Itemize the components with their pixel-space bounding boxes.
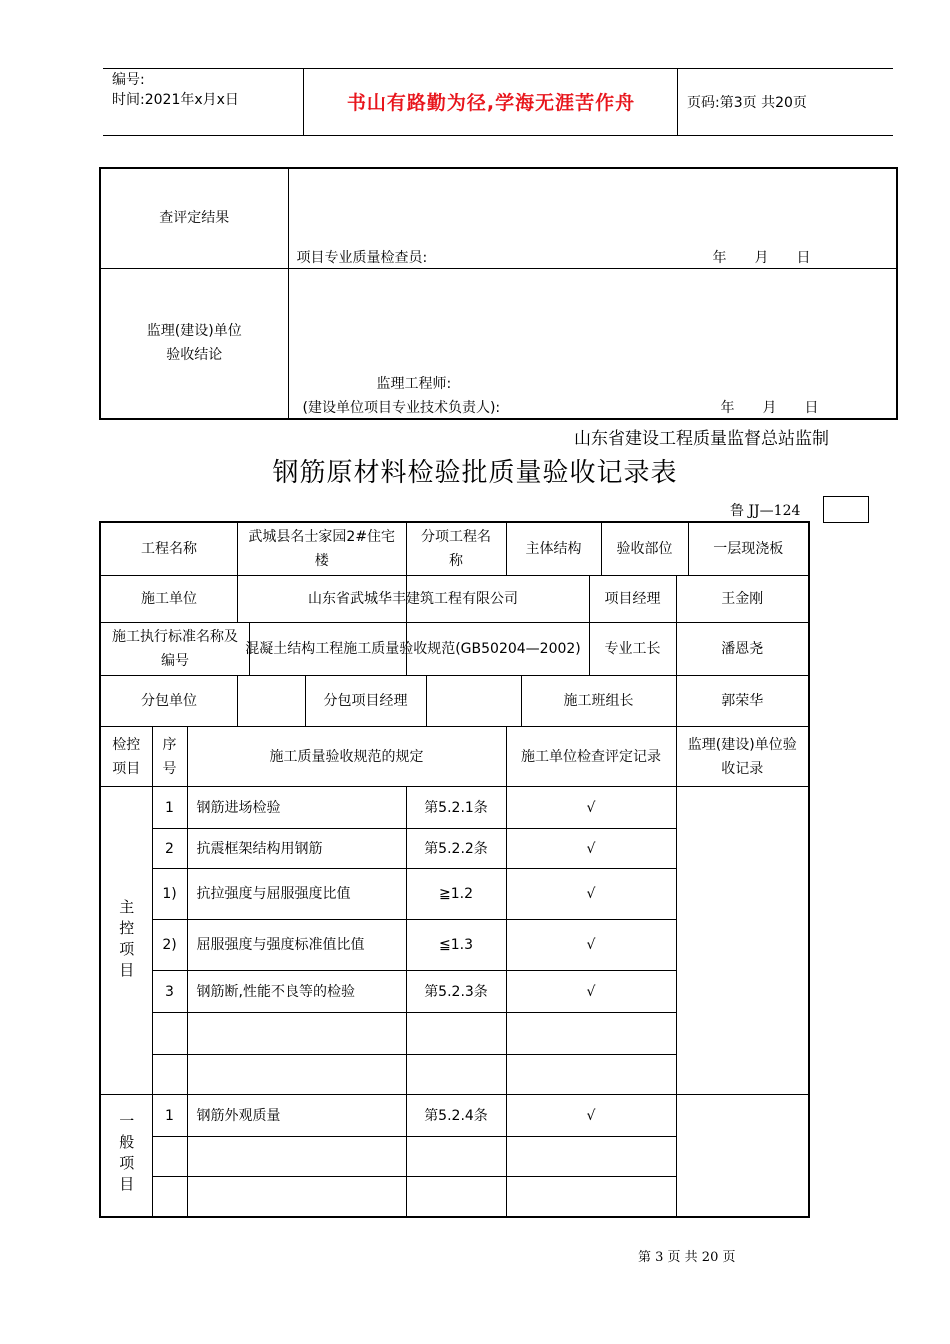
team-leader-label: 施工班组长 (563, 693, 634, 709)
seq-cell: 3 (152, 971, 187, 1013)
rule-desc-cell: 钢筋外观质量 (187, 1095, 406, 1137)
review-table (99, 167, 898, 420)
sub-project-value: 主体结构 (507, 523, 602, 575)
info-row-3 (100, 623, 809, 676)
contractor-check-cell: √ (506, 920, 676, 971)
page-title: 钢筋原材料检验批质量验收记录表 (272, 458, 678, 488)
rule-clause-cell (406, 1055, 506, 1095)
header-top-rule (103, 68, 893, 69)
rule-clause-cell: 第5.2.4条 (406, 1095, 506, 1137)
standard-label: 施工执行标准名称及编号 (101, 623, 250, 675)
col-rule: 施工质量验收规范的规定 (187, 727, 506, 787)
rule-clause-cell (406, 1137, 506, 1177)
footer-page: 第 3 页 共 20 页 (638, 1250, 736, 1265)
standard-value: 混凝土结构工程施工质量验收规范(GB50204—2002) (245, 641, 581, 657)
main-control-row (100, 787, 809, 829)
seq-cell (152, 1013, 187, 1055)
supervision-label-line1: 监理(建设)单位 (146, 323, 242, 340)
contractor-check-cell: √ (506, 869, 676, 920)
general-group-label: 一般项目 (100, 1095, 152, 1217)
foreman-label: 专业工长 (589, 623, 676, 675)
col-seq: 序号 (152, 727, 187, 787)
foreman-value: 潘恩尧 (676, 623, 809, 676)
contractor-value-cell (308, 576, 676, 623)
result-content (288, 168, 897, 268)
col-item-type: 检控项目 (100, 727, 152, 787)
general-supervisor-cell (676, 1095, 809, 1217)
seq-cell: 2) (152, 920, 187, 971)
col-contractor-record: 施工单位检查评定记录 (506, 727, 676, 787)
team-leader-value: 郭荣华 (676, 676, 809, 727)
form-number-box (823, 496, 869, 523)
main-control-group-label: 主控项目 (100, 787, 152, 1095)
contractor-check-cell: √ (506, 971, 676, 1013)
seq-cell: 1 (152, 787, 187, 829)
supervision-label-line2: 验收结论 (166, 347, 223, 364)
acceptance-part-value: 一层现浇板 (713, 541, 784, 557)
sub-project-cell (506, 522, 809, 576)
contractor-check-cell (506, 1137, 676, 1177)
project-name-label: 工程名称 (101, 523, 238, 575)
contractor-check-cell: √ (506, 829, 676, 869)
project-name-value: 武城县名士家园2#住宅楼 (248, 529, 396, 569)
sub-project-label: 分项工程名称 (406, 522, 506, 576)
rule-clause-cell (406, 1177, 506, 1217)
sub-pm-value (427, 676, 522, 726)
rule-clause-cell (406, 1013, 506, 1055)
rule-desc-cell (187, 1055, 406, 1095)
subcontractor-label: 分包单位 (101, 676, 238, 726)
page-info: 页码:第3页 共20页 (687, 95, 807, 111)
contractor-value: 山东省武城华丰建筑工程有限公司 (308, 591, 518, 607)
station-label: 山东省建设工程质量监督总站监制 (574, 429, 829, 449)
standard-value-cell (245, 623, 676, 676)
result-label: 查评定结果 (100, 168, 288, 268)
inspection-table (99, 521, 810, 1218)
sub-pm-label: 分包项目经理 (305, 676, 427, 726)
rule-clause-cell: 第5.2.3条 (406, 971, 506, 1013)
main-control-supervisor-cell (676, 787, 809, 1095)
rule-desc-cell: 抗拉强度与屈服强度比值 (187, 869, 406, 920)
contractor-check-cell (506, 1013, 676, 1055)
rule-desc-cell: 钢筋断,性能不良等的检验 (187, 971, 406, 1013)
owner-tech-label: (建设单位项目专业技术负责人): (302, 399, 501, 416)
acceptance-part-label: 验收部位 (602, 523, 689, 575)
form-code: 鲁 JJ—124 (730, 503, 801, 519)
supervision-label (100, 268, 288, 419)
col-supervisor-record: 监理(建设)单位验收记录 (676, 727, 809, 787)
seq-cell: 1) (152, 869, 187, 920)
rule-clause-cell: ≦1.3 (406, 920, 506, 971)
info-row-2 (100, 576, 809, 623)
seq-cell (152, 1177, 187, 1217)
inspector-label: 项目专业质量检查员: (296, 250, 428, 266)
contractor-check-cell (506, 1055, 676, 1095)
review-row-result (100, 168, 897, 268)
rule-clause-cell: 第5.2.1条 (406, 787, 506, 829)
info-row-4 (100, 676, 809, 727)
seq-cell (152, 1137, 187, 1177)
rule-desc-cell: 屈服强度与强度标准值比值 (187, 920, 406, 971)
header-slogan: 书山有路勤为径,学海无涯苦作舟 (346, 92, 636, 114)
contractor-label: 施工单位 (101, 576, 238, 622)
review-row-supervision (100, 268, 897, 419)
rule-clause-cell: ≧1.2 (406, 869, 506, 920)
seq-cell: 2 (152, 829, 187, 869)
seq-cell: 1 (152, 1095, 187, 1137)
rule-desc-cell (187, 1177, 406, 1217)
number-label: 编号: (112, 72, 145, 88)
seq-cell (152, 1055, 187, 1095)
supervision-content (288, 268, 897, 419)
general-row (100, 1095, 809, 1137)
column-header-row (100, 727, 809, 787)
header-bottom-rule (103, 135, 893, 136)
sub-pm-cell (323, 676, 676, 727)
contractor-check-cell (506, 1177, 676, 1217)
time-label: 时间:2021年x月x日 (112, 92, 239, 108)
rule-desc-cell: 钢筋进场检验 (187, 787, 406, 829)
project-name-cell (100, 522, 406, 576)
pm-value: 王金刚 (676, 576, 809, 623)
pm-label: 项目经理 (589, 576, 676, 622)
supervision-date: 年 月 日 (720, 399, 819, 416)
header-meta (112, 70, 239, 110)
result-date: 年 月 日 (712, 250, 811, 266)
contractor-check-cell: √ (506, 787, 676, 829)
engineer-label: 监理工程师: (376, 375, 452, 392)
rule-desc-cell (187, 1137, 406, 1177)
rule-clause-cell: 第5.2.2条 (406, 829, 506, 869)
rule-desc-cell (187, 1013, 406, 1055)
rule-desc-cell: 抗震框架结构用钢筋 (187, 829, 406, 869)
info-row-1 (100, 522, 809, 576)
contractor-check-cell: √ (506, 1095, 676, 1137)
